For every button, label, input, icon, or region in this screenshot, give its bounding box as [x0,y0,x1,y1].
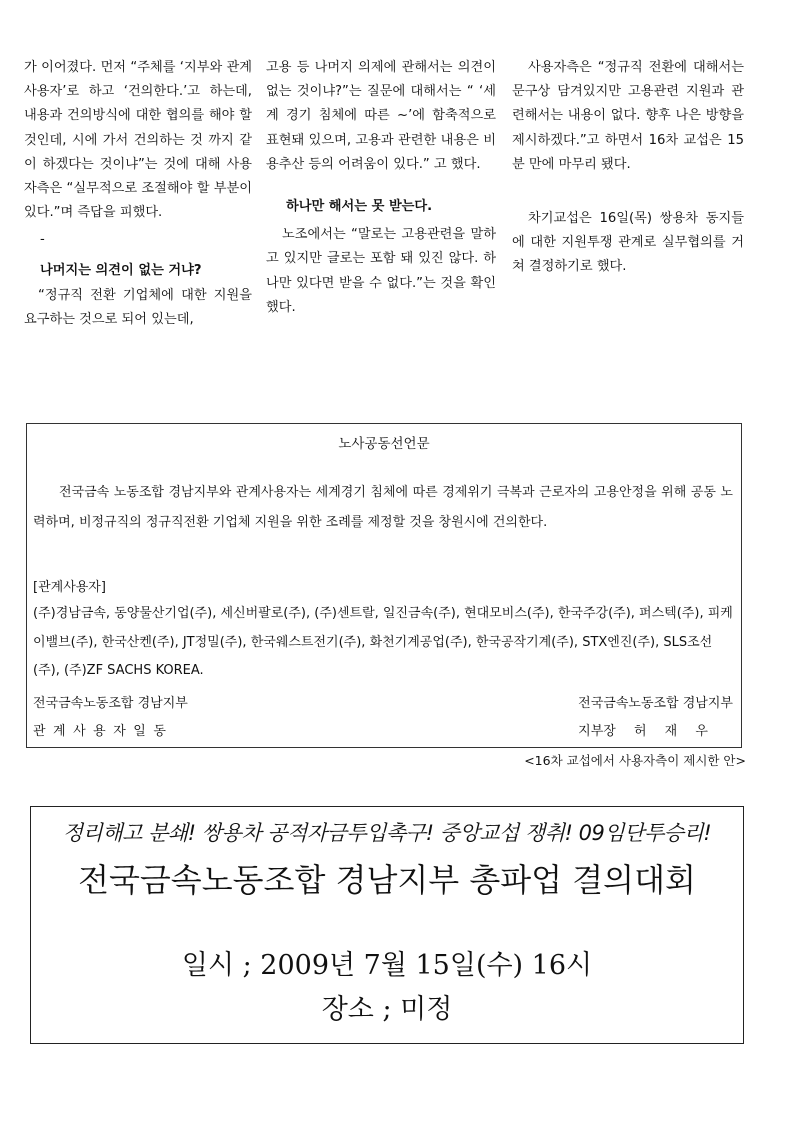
rally-notice-box [30,806,744,1044]
rally-place: 장소 ; 미정 [321,994,453,1025]
companies-label: [관계사용자] [33,580,106,595]
paragraph: 고용 등 나머지 의제에 관해서는 의견이 없는 것이냐?”는 질문에 대해서는 “ ‘세계 경기 침체에 따른 ~’에 함축적으로 표현돼 있으며, 고용과 관련한 내용은 비용추산 등의 어려움이 있다.” 고 했다. [266,60,496,172]
signature-right [578,690,733,746]
article-column-1 [24,56,252,332]
subheading: 하나만 해서는 못 받는다. [286,199,433,215]
joint-declaration-box [26,423,742,748]
paragraph: 가 이어졌다. 먼저 “주체를 ‘지부와 관계사용자’로 하고 ‘건의한다.’고 하는데, 내용과 건의방식에 대한 협의를 해야 할 것인데, 시에 가서 건의하는 것 까지 같이 하겠다는 것이냐”는 것에 대해 사용자측은 “실무적으로 조절해야 할 부분이 있다.”며 즉답을 피했다. [24,60,252,221]
signature-left-line1: 전국금속노동조합 경남지부 [33,696,188,711]
rally-slogan: 정리해고 분쇄! 쌍용차 공적자금투입촉구! 중앙교섭 쟁취! 09임단투승리! [62,821,712,845]
paragraph: 노조에서는 “말로는 고용관련을 말하고 있지만 글로는 포함 돼 있진 않다. 하나만 있다면 받을 수 없다.”는 것을 확인했다. [266,227,496,315]
paragraph: 차기교섭은 16일(목) 쌍용차 동지들에 대한 지원투쟁 관계로 실무협의를 거쳐 결정하기로 했다. [512,211,744,275]
declaration-title: 노사공동선언문 [338,436,430,452]
paragraph: “정규직 전환 기업체에 대한 지원을 요구하는 것으로 되어 있는데, [24,287,252,327]
paragraph: 사용자측은 “정규직 전환에 대해서는 문구상 담겨있지만 고용관련 지원과 관련해서는 내용이 없다. 향후 나은 방향을 제시하겠다.”고 하면서 16차 교섭은 15분 만에 마무리 됐다. [512,60,744,172]
declaration-caption: <16차 교섭에서 사용자측이 제시한 안> [524,753,746,768]
article-column-3 [512,56,744,280]
separator-dash: - [40,232,45,248]
signature-right-line1: 전국금속노동조합 경남지부 [578,696,733,711]
signature-left [33,690,188,746]
rally-title: 전국금속노동조합 경남지부 총파업 결의대회 [78,861,696,899]
companies-list: (주)경남금속, 동양물산기업(주), 세신버팔로(주), (주)센트랄, 일진금속(주), 현대모비스(주), 한국주강(주), 퍼스텍(주), 피케이밸브(주), 한국산켄(주), JT정밀(주), 한국웨스트전기(주), 화천기계공업(주), 한국공작기계(주), STX엔진(주), SLS조선(주), (주)ZF SACHS KOREA. [33,606,733,678]
subheading: 나머지는 의견이 없는 거냐? [40,263,202,279]
article-column-2 [266,56,496,320]
declaration-body: 전국금속 노동조합 경남지부와 관계사용자는 세계경기 침체에 따른 경제위기 극복과 근로자의 고용안정을 위해 공동 노력하며, 비정규직의 정규직전환 기업체 지원을 위한 조례를 제정할 것을 창원시에 건의한다. [33,485,733,530]
signature-left-line2: 관계사용자일동 [33,724,174,739]
rally-date: 일시 ; 2009년 7월 15일(수) 16시 [181,950,593,981]
signature-right-line2: 지부장 허 재 우 [578,724,708,739]
